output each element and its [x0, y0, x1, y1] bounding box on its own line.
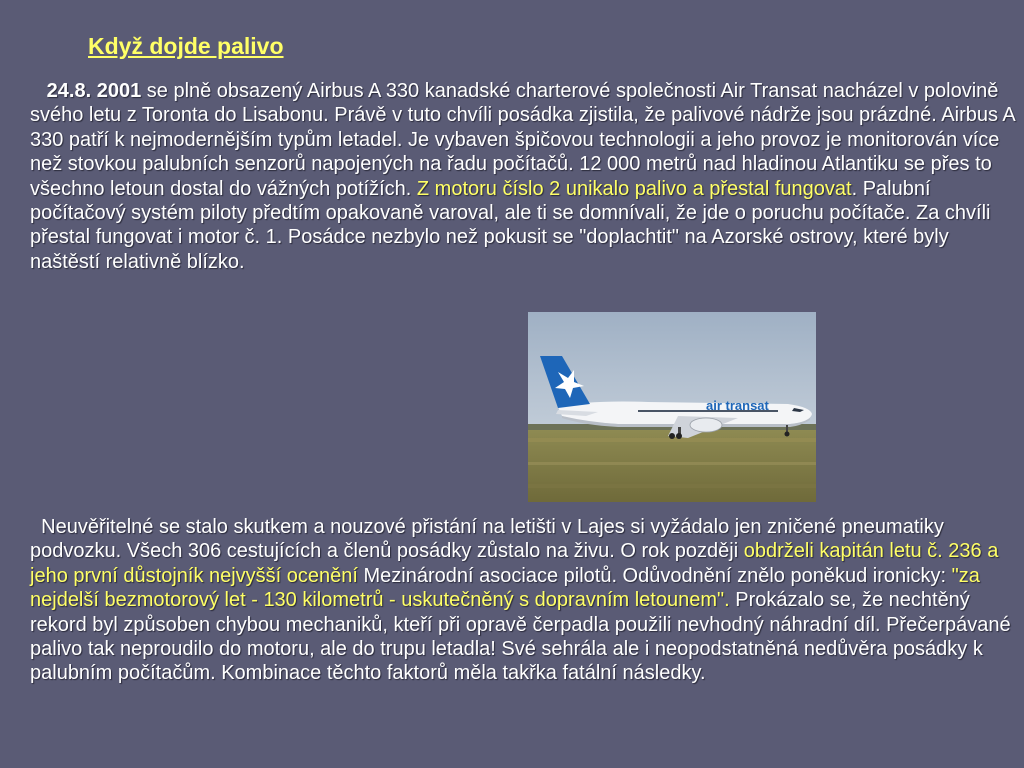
livery-text: air transat [706, 398, 769, 413]
paragraph-incident [30, 79, 1015, 274]
incident-date: 24.8. 2001 [46, 80, 142, 102]
paragraph-text: . Palubní počítačový systém piloty předtím opakovaně varoval, ale ti se domnívali, že jde o poruchu počítače. Za chvíli přestal fungovat i motor č. 1. Posádce nezbylo než pokusit se "doplachtit" na Azorské ostrovy, které byly naštěstí relativně blízko. [30, 177, 991, 273]
highlighted-quote: "za nejdelší bezmotorový let - 130 kilometrů - uskutečněný s dopravním letounem". [30, 564, 980, 612]
slide-title: Když dojde palivo [88, 33, 284, 59]
paragraph-text: Mezinárodní asociace pilotů. Odůvodnění znělo poněkud ironicky: [357, 564, 952, 587]
paragraph-aftermath [30, 515, 1015, 686]
paragraph-text: Neuvěřitelné se stalo skutkem a nouzové přistání na letišti v Lajes si vyžádalo jen zničené pneumatiky podvozku. Všech 306 cestujících a členů posádky zůstalo na živu. O rok později [30, 516, 944, 563]
airplane-photo [528, 312, 816, 502]
highlighted-text: Z motoru číslo 2 unikalo palivo a přestal fungovat [416, 177, 852, 200]
paragraph-text: Prokázalo se, že nechtěný rekord byl způsoben chybou mechaniků, kteří při opravě čerpadla použili nevhodný náhradní díl. Přečerpávané palivo tak neproudilo do motoru, ale do trupu letadla! Své sehrála ale i neopodstatněná nedůvěra posádky k palubním počítačům. Kombinace těchto faktorů měla takřka fatální následky. [30, 589, 1011, 685]
paragraph-text: se plně obsazený Airbus A 330 kanadské charterové společnosti Air Transat nacházel v polovině svého letu z Toronta do Lisabonu. Právě v tuto chvíli posádka zjistila, že palivové nádrže jsou prázdné. Airbus A 330 patří k nejmodernějším typům letadel. Je vybaven špičovou technologii a jeho provoz je monitorován více než stovkou palubních senzorů napojených na řadu počítačů. 12 000 metrů nad hladinou Atlantiku se přes to všechno letoun dostal do vážných potížích. [30, 80, 1015, 200]
highlighted-text: obdrželi kapitán letu č. 236 a jeho první důstojník nejvyšší ocenění [30, 540, 999, 587]
